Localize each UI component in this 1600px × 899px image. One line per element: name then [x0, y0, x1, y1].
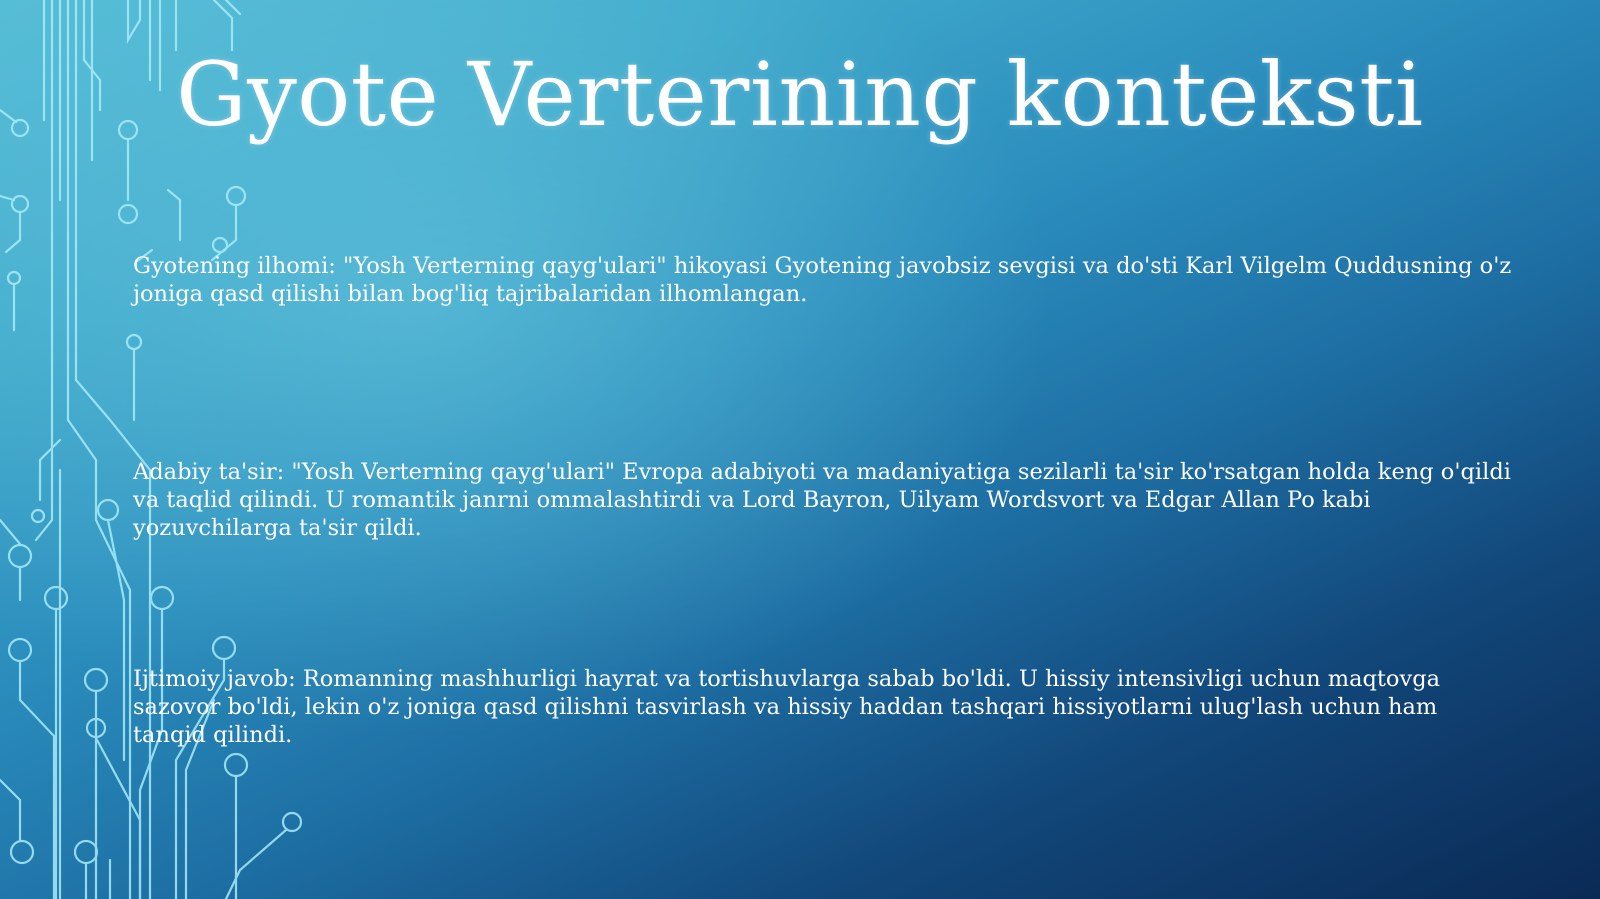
slide-title: Gyote Verterining konteksti — [176, 43, 1424, 146]
paragraph-literary-influence: Adabiy ta'sir: "Yosh Verterning qayg'ulari" Evropa adabiyoti va madaniyatiga sezilarli ta'sir ko'rsatgan holda keng o'qildi va taqlid qilindi. U romantik janrni ommalashtirdi va Lord Bayron, Uilyam Wordsvort va Edgar Allan Po kabi yozuvchilarga ta'sir qildi. — [133, 459, 1511, 541]
paragraph-social-response: Ijtimoiy javob: Romanning mashhurligi hayrat va tortishuvlarga sabab bo'ldi. U hissiy intensivligi uchun maqtovga sazovor bo'ldi, lekin o'z joniga qasd qilishni tasvirlash va hissiy haddan tashqari hissiyotlarni ulug'lash uchun ham tanqid qilindi. — [133, 666, 1441, 748]
paragraph-inspiration: Gyotening ilhomi: "Yosh Verterning qayg'ulari" hikoyasi Gyotening javobsiz sevgisi va do'sti Karl Vilgelm Quddusning o'z joniga qasd qilishi bilan bog'liq tajribalaridan ilhomlangan. — [133, 253, 1512, 307]
